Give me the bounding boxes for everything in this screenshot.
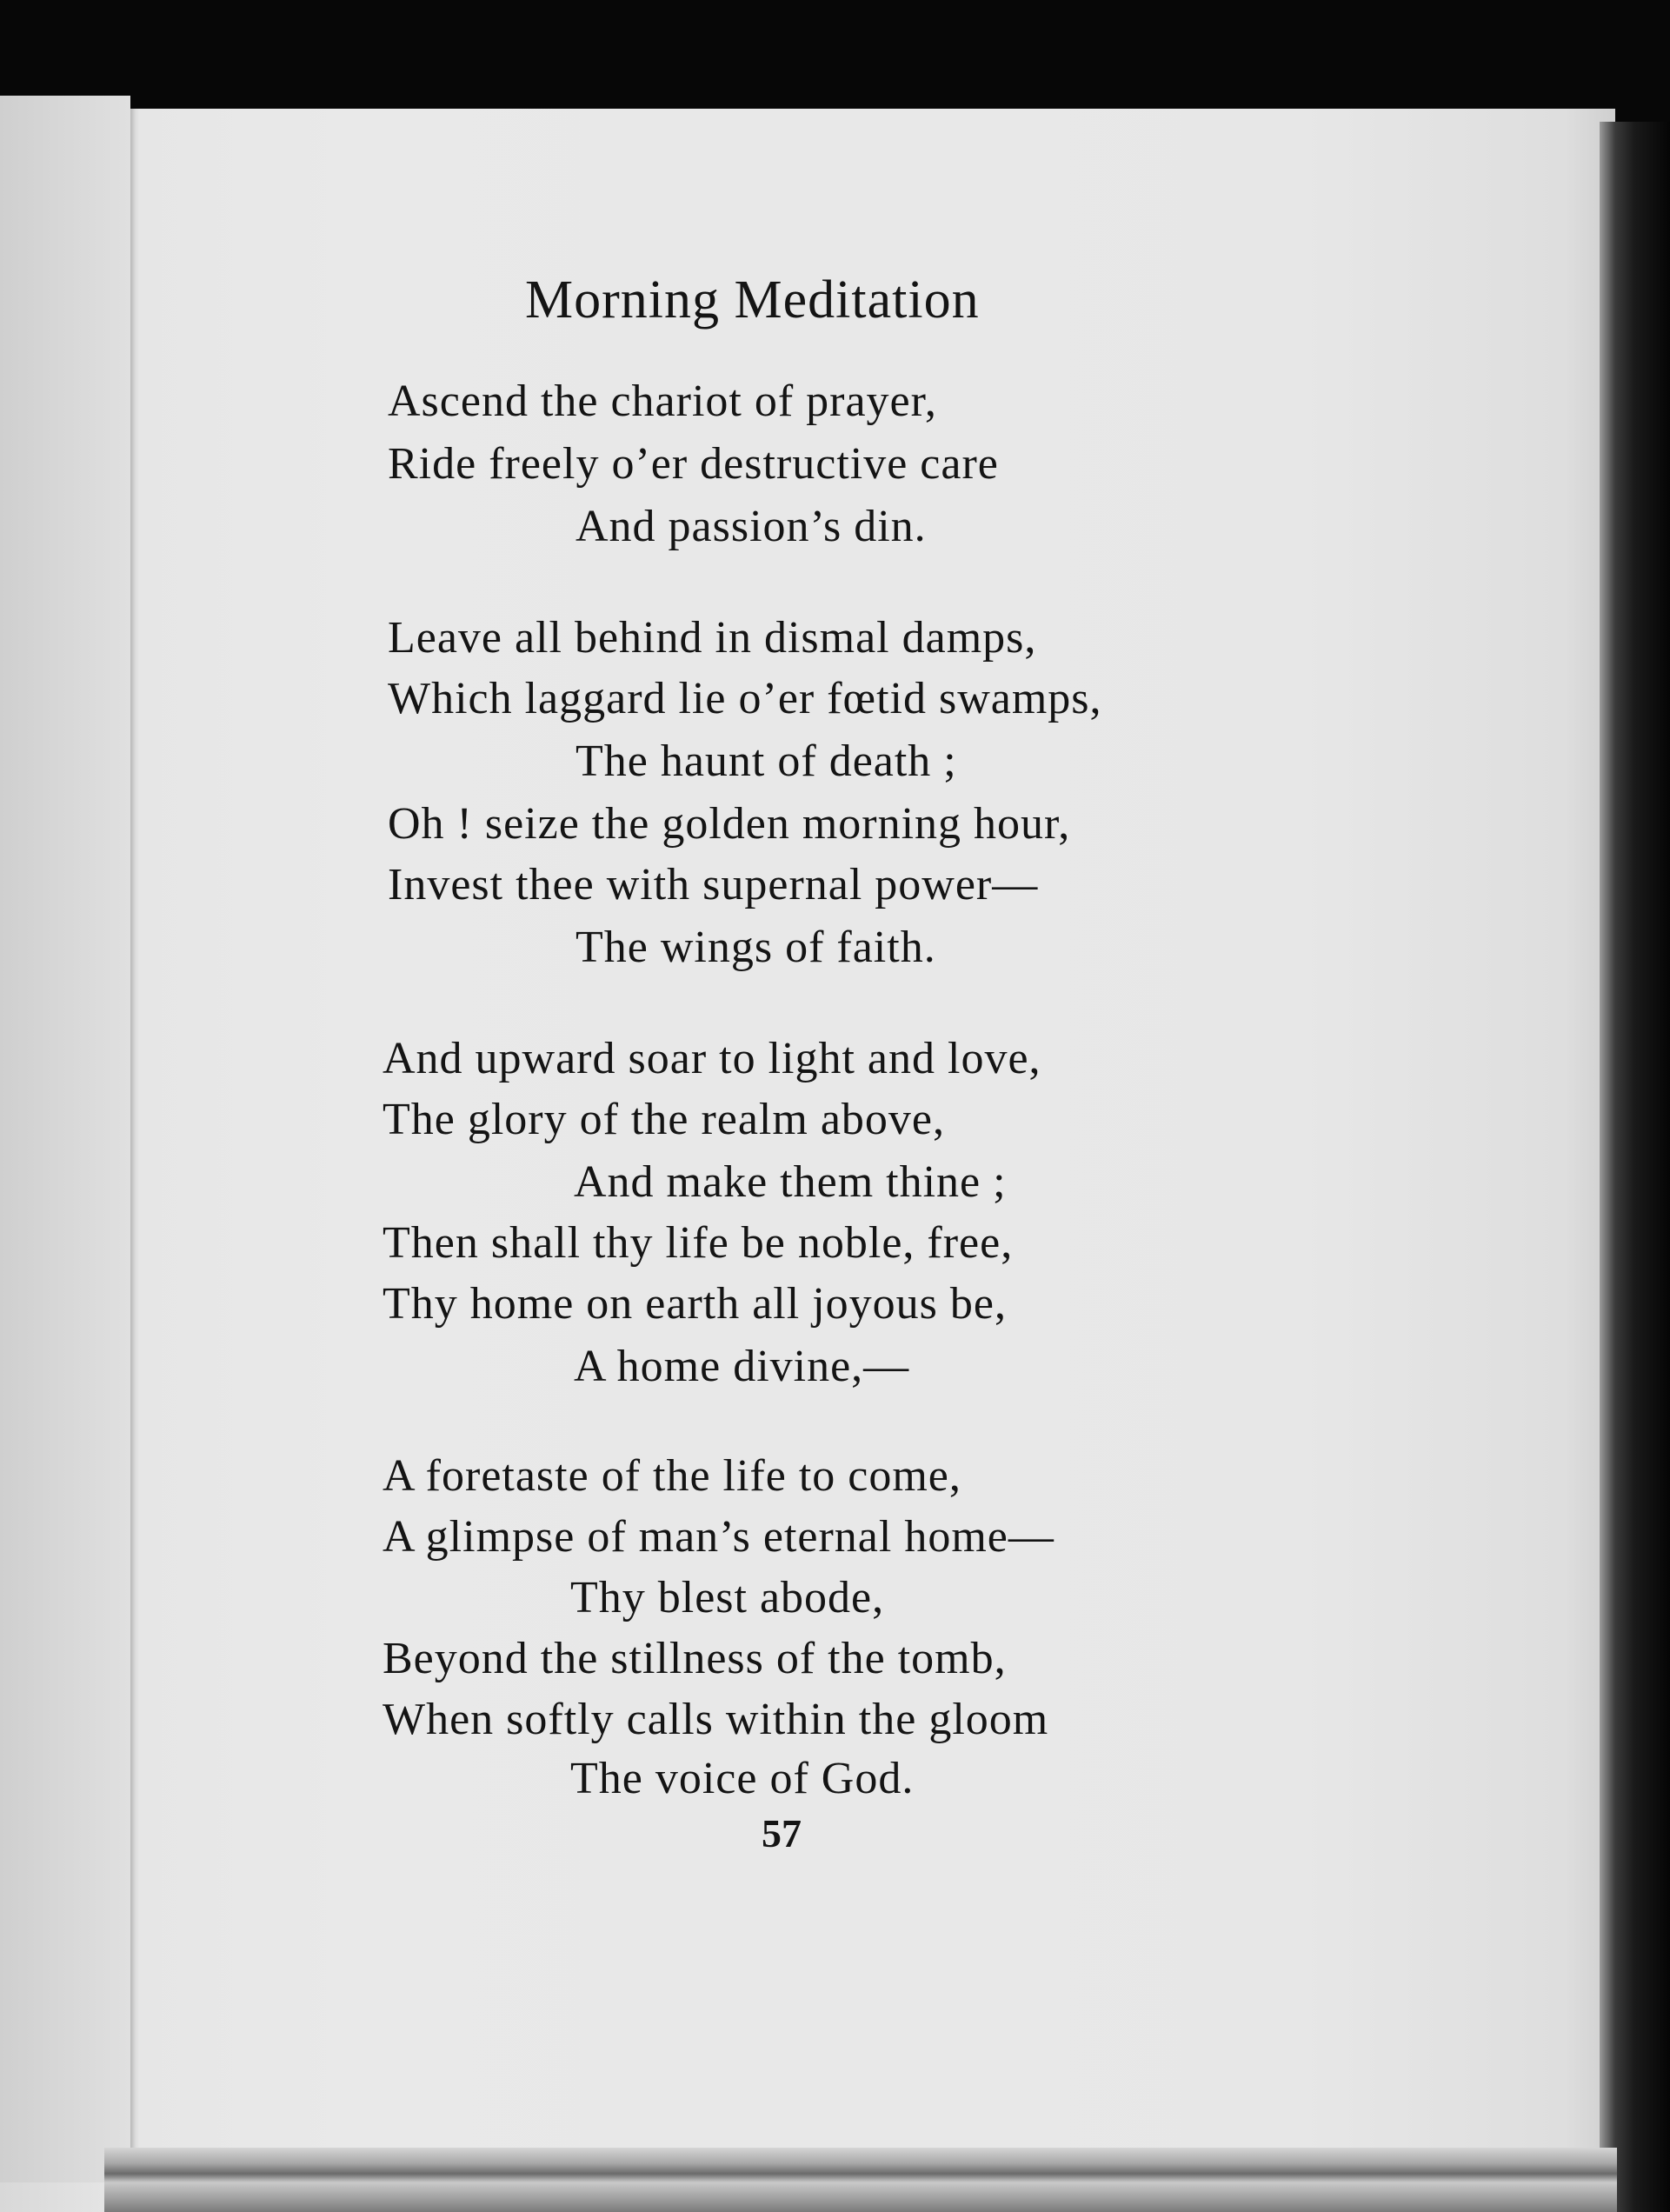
poem-line: A glimpse of man’s eternal home— <box>383 1512 1055 1562</box>
poem-line: Thy home on earth all joyous be, <box>383 1279 1007 1329</box>
poem-line: A foretaste of the life to come, <box>383 1451 961 1501</box>
poem-title: Morning Meditation <box>525 270 980 330</box>
poem-line: The voice of God. <box>570 1754 915 1803</box>
poem-line: Which laggard lie o’er fœtid swamps, <box>388 674 1102 723</box>
poem-line: The haunt of death ; <box>576 736 957 786</box>
poem-line: The wings of faith. <box>576 923 936 972</box>
poem-line: Then shall thy life be noble, free, <box>383 1218 1014 1268</box>
poem-line: When softly calls within the gloom <box>383 1695 1049 1744</box>
poem-line: Beyond the stillness of the tomb, <box>383 1634 1007 1683</box>
poem-line: Ascend the chariot of prayer, <box>388 376 937 426</box>
poem-line: A home divine,— <box>574 1342 910 1391</box>
poem-line: Thy blest abode, <box>570 1573 885 1622</box>
poem-line: Ride freely o’er destructive care <box>388 439 999 489</box>
poem-line: And upward soar to light and love, <box>383 1034 1041 1083</box>
poem-line: Oh ! seize the golden morning hour, <box>388 799 1071 849</box>
poem-line: And make them thine ; <box>574 1157 1007 1207</box>
poem-line: The glory of the realm above, <box>383 1095 945 1144</box>
poem-line: Invest thee with supernal power— <box>388 860 1039 909</box>
poem-line: Leave all behind in dismal damps, <box>388 613 1037 663</box>
poem-line: And passion’s din. <box>576 502 927 551</box>
page-number: 57 <box>762 1811 802 1856</box>
